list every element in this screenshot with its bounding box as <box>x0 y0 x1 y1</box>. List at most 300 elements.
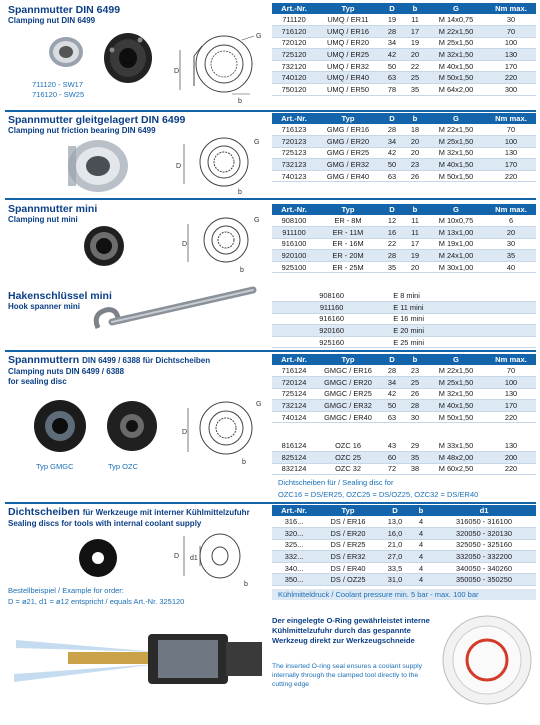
section-subtitle: Sealing discs for tools with internal coolant supply <box>8 519 202 528</box>
table-cell: 316... <box>272 516 316 528</box>
table-cell: 22 <box>404 60 426 72</box>
table-cell: UMQ / ER25 <box>316 49 380 61</box>
col-g: G <box>426 354 486 365</box>
col-g: G <box>426 204 486 215</box>
table-cell: DS / ER32 <box>316 551 380 563</box>
table-cell: 34 <box>380 136 404 148</box>
col-g: G <box>426 3 486 14</box>
table-row <box>272 261 536 273</box>
section-subtitle: Clamping nut friction bearing DIN 6499 <box>8 126 156 135</box>
table-cell: 170 <box>486 159 536 171</box>
table-cell: 22 <box>380 238 404 250</box>
table-cell: ER - 8M <box>316 215 380 227</box>
table-row <box>272 325 536 337</box>
col-g: G <box>426 113 486 124</box>
section-title-small: DIN 6499 / 6388 für Dichtscheiben <box>82 356 211 365</box>
table-cell: 908100 <box>272 215 316 227</box>
table-cell: 25 <box>404 377 426 389</box>
col-d: D <box>380 505 410 516</box>
table-row <box>272 147 536 159</box>
table-cell: 220 <box>486 170 536 182</box>
table-row <box>272 562 536 574</box>
dim-label-g: G <box>256 401 262 408</box>
section-divider <box>5 110 536 112</box>
table-cell: 130 <box>486 388 536 400</box>
table-cell: DS / OZ25 <box>316 574 380 586</box>
table-cell: M 60x2,50 <box>426 463 486 475</box>
dim-label-b: b <box>244 581 248 588</box>
table-row <box>272 302 536 314</box>
dim-label-b: b <box>238 189 242 196</box>
table-row <box>272 313 536 325</box>
table-cell: 25 <box>404 72 426 84</box>
table-cell: 63 <box>380 411 404 423</box>
table-row <box>272 336 536 348</box>
table-cell: DS / ER40 <box>316 562 380 574</box>
technical-drawing-nut <box>182 212 267 274</box>
table-row <box>272 377 536 389</box>
table-row <box>272 215 536 227</box>
table-cell: 27,0 <box>380 551 410 563</box>
table-row <box>272 238 536 250</box>
table-header-row <box>272 204 536 215</box>
section-title: Spannmutter DIN 6499 <box>8 4 121 16</box>
col-b: b <box>404 113 426 124</box>
table-cell: E 8 mini <box>391 290 536 302</box>
table-cell: M 33x1,50 <box>426 440 486 452</box>
table-cell: UMQ / ER32 <box>316 60 380 72</box>
col-typ: Typ <box>316 204 380 215</box>
table-row <box>272 539 536 551</box>
table-cell: M 22x1,50 <box>426 124 486 136</box>
table-hook-spanner <box>272 290 536 348</box>
col-d1: d1 <box>432 505 536 516</box>
table-row <box>272 49 536 61</box>
table-cell: 28 <box>380 26 404 38</box>
sealing-disc-note: Dichtscheiben für / Sealing disc for <box>278 478 394 487</box>
table-cell: 28 <box>380 365 404 377</box>
order-example-text: D = ø21, d1 = ø12 entspricht / equals Art.-Nr. 325120 <box>8 597 185 606</box>
col-nm-max: Nm max. <box>486 3 536 14</box>
section-subtitle: Hook spanner mini <box>8 302 81 311</box>
col-art-nr: Art.-Nr. <box>272 113 316 124</box>
table-cell: 28 <box>380 250 404 262</box>
table-cell: 130 <box>486 440 536 452</box>
section-divider <box>5 502 536 504</box>
table-cell: 38 <box>404 463 426 475</box>
table-cell: UMQ / ER40 <box>316 72 380 84</box>
table-cell: 35 <box>404 452 426 464</box>
table-cell: 19 <box>404 250 426 262</box>
table-header-row <box>272 3 536 14</box>
section-friction-bearing <box>8 114 270 136</box>
coolant-pressure-note: Kühlmitteldruck / Coolant pressure min. 5 bar - max. 100 bar <box>272 589 536 600</box>
table-cell: M 30x1,00 <box>426 261 486 273</box>
table-cell: 70 <box>486 365 536 377</box>
table-cell: 711120 <box>272 14 316 26</box>
table-cell: 20 <box>486 227 536 239</box>
table-cell: 170 <box>486 60 536 72</box>
table-cell: 916160 <box>272 313 391 325</box>
table-cell: 42 <box>380 388 404 400</box>
table-cell: 23 <box>404 159 426 171</box>
table-cell: 320... <box>272 528 316 540</box>
dim-label-d: D <box>176 163 182 170</box>
table-cell: 11 <box>404 227 426 239</box>
section-title: Dichtscheiben <box>8 506 80 518</box>
col-d: D <box>380 354 404 365</box>
section-sealing-discs <box>8 506 270 529</box>
table-row <box>272 84 536 96</box>
table-cell: 725120 <box>272 49 316 61</box>
col-art-nr: Art.-Nr. <box>272 354 316 365</box>
table-row <box>272 72 536 84</box>
table-cell: M 48x2,00 <box>426 452 486 464</box>
col-art-nr: Art.-Nr. <box>272 204 316 215</box>
section-subtitle: Clamping nut mini <box>8 215 78 224</box>
table-cell: M 19x1,00 <box>426 238 486 250</box>
dim-label-g: G <box>256 33 262 40</box>
table-cell: 42 <box>380 49 404 61</box>
dim-label-d: D <box>182 429 188 436</box>
col-b: b <box>404 3 426 14</box>
table-cell: 4 <box>410 551 432 563</box>
table-cell: GMG / ER25 <box>316 147 380 159</box>
table-cell: 220 <box>486 463 536 475</box>
table-cell: 35 <box>380 261 404 273</box>
table-cell: 732124 <box>272 400 316 412</box>
table-cell: M 40x1,50 <box>426 400 486 412</box>
table-cell: 12 <box>380 215 404 227</box>
table-cell: 740120 <box>272 72 316 84</box>
table-cell: 50 <box>380 159 404 171</box>
col-b: b <box>410 505 432 516</box>
table-cell: UMQ / ER20 <box>316 37 380 49</box>
table-cell: 72 <box>380 463 404 475</box>
hook-spanner-image <box>88 284 268 344</box>
table-row <box>272 159 536 171</box>
table-cell: 925100 <box>272 261 316 273</box>
table-cell: 720120 <box>272 37 316 49</box>
table-cell: 40 <box>486 261 536 273</box>
table-cell: 70 <box>486 26 536 38</box>
dim-label-d: D <box>182 241 188 248</box>
table-cell: 350... <box>272 574 316 586</box>
section-title-line <box>8 354 270 367</box>
table-cell: 34 <box>380 37 404 49</box>
table-cell: OZC 32 <box>316 463 380 475</box>
table-cell: 70 <box>486 124 536 136</box>
section-title: Spannmutter mini <box>8 203 98 215</box>
table-cell: 11 <box>404 215 426 227</box>
section-title: Spannmuttern <box>8 354 80 366</box>
dim-label-b: b <box>238 98 242 105</box>
table-cell: ER - 25M <box>316 261 380 273</box>
table-cell: UMQ / ER50 <box>316 84 380 96</box>
table-cell: 19 <box>380 14 404 26</box>
table-cell: GMG / ER32 <box>316 159 380 171</box>
table-cell: 720123 <box>272 136 316 148</box>
table-cell: 200 <box>486 452 536 464</box>
table-cell: GMGC / ER25 <box>316 388 380 400</box>
table-cell: 916100 <box>272 238 316 250</box>
table-cell: 11 <box>404 14 426 26</box>
table-cell: 332050 - 332200 <box>432 551 536 563</box>
table-cell: 29 <box>404 440 426 452</box>
table-cell: M 40x1,50 <box>426 60 486 72</box>
col-d: D <box>380 113 404 124</box>
table-row <box>272 388 536 400</box>
table-row <box>272 37 536 49</box>
table-cell: M 14x0,75 <box>426 14 486 26</box>
table-cell: 16 <box>380 227 404 239</box>
table-cell: E 16 mini <box>391 313 536 325</box>
caption-gmgc: Typ GMGC <box>36 462 74 471</box>
table-cell: 716124 <box>272 365 316 377</box>
section-title-line <box>8 506 270 519</box>
dim-label-g: G <box>254 217 260 224</box>
col-typ: Typ <box>316 3 380 14</box>
table-cell: ER - 11M <box>316 227 380 239</box>
table-cell: M 64x2,00 <box>426 84 486 96</box>
table-cell: GMGC / ER16 <box>316 365 380 377</box>
section-subtitle: Clamping nuts DIN 6499 / 6388 <box>8 367 125 376</box>
section-divider <box>5 198 536 200</box>
col-b: b <box>404 354 426 365</box>
table-cell: M 32x1,50 <box>426 147 486 159</box>
caption-ozc: Typ OZC <box>108 462 139 471</box>
table-cell: 20 <box>404 136 426 148</box>
table-row <box>272 452 536 464</box>
col-d: D <box>380 3 404 14</box>
table-cell: M 10x0,75 <box>426 215 486 227</box>
table-cell: 908160 <box>272 290 391 302</box>
table-cell: 20 <box>404 49 426 61</box>
table-cell: OZC 25 <box>316 452 380 464</box>
section-title-small: für Werkzeuge mit interner Kühlmittelzufuhr <box>82 508 250 517</box>
table-cell: DS / ER25 <box>316 539 380 551</box>
dim-label-d: D <box>174 553 180 560</box>
table-cell: 4 <box>410 562 432 574</box>
table-cell: M 25x1,50 <box>426 136 486 148</box>
table-cell: M 25x1,50 <box>426 37 486 49</box>
table-cell: 63 <box>380 170 404 182</box>
table-cell: DS / ER16 <box>316 516 380 528</box>
col-typ: Typ <box>316 505 380 516</box>
table-cell: 43 <box>380 440 404 452</box>
table-cell: M 13x1,00 <box>426 227 486 239</box>
table-cell: 4 <box>410 539 432 551</box>
table-cell: ER - 16M <box>316 238 380 250</box>
ozc-nut-image <box>104 398 160 454</box>
table-cell: 28 <box>404 400 426 412</box>
table-cell: M 50x1,50 <box>426 72 486 84</box>
table-cell: 340... <box>272 562 316 574</box>
table-cell: 911160 <box>272 302 391 314</box>
table-cell: 732120 <box>272 60 316 72</box>
table-header-row <box>272 113 536 124</box>
table-cell: 63 <box>380 72 404 84</box>
table-cell: 50 <box>380 400 404 412</box>
coolant-tool-illustration <box>8 612 266 712</box>
table-friction-bearing <box>272 113 536 182</box>
table-cell: 30 <box>404 411 426 423</box>
table-cell: E 25 mini <box>391 336 536 348</box>
table-cell: 18 <box>404 124 426 136</box>
col-typ: Typ <box>316 354 380 365</box>
table-cell: 300 <box>486 84 536 96</box>
table-cell: 816124 <box>272 440 316 452</box>
table-cell: 320050 - 320130 <box>432 528 536 540</box>
table-cell: 325050 - 325160 <box>432 539 536 551</box>
table-cell: 732123 <box>272 159 316 171</box>
col-nm-max: Nm max. <box>486 113 536 124</box>
table-row <box>272 14 536 26</box>
table-row <box>272 411 536 423</box>
table-cell: 17 <box>404 26 426 38</box>
col-nm-max: Nm max. <box>486 354 536 365</box>
table-row <box>272 528 536 540</box>
technical-drawing-disc <box>170 528 265 588</box>
col-nm-max: Nm max. <box>486 204 536 215</box>
table-row <box>272 574 536 586</box>
oring-description-en: The inserted O-ring seal ensures a coolant supply internally through the clamped tool directly to the cutting edge <box>272 663 422 688</box>
dim-label-b: b <box>242 459 246 466</box>
table-cell: 28 <box>380 124 404 136</box>
table-cell: M 22x1,50 <box>426 26 486 38</box>
table-cell: M 40x1,50 <box>426 159 486 171</box>
table-cell: 35 <box>486 250 536 262</box>
caption-sw17: 711120 - SW17 <box>32 80 84 89</box>
table-cell: 750120 <box>272 84 316 96</box>
table-cell: 13,0 <box>380 516 410 528</box>
table-cell: 50 <box>380 60 404 72</box>
table-cell: 4 <box>410 528 432 540</box>
table-row <box>272 170 536 182</box>
table-cell: 35 <box>404 84 426 96</box>
mini-nut-image <box>80 222 130 270</box>
table-cell: OZC 16 <box>316 440 380 452</box>
table-cell: 716123 <box>272 124 316 136</box>
table-cell: 31,0 <box>380 574 410 586</box>
table-mini-nut <box>272 204 536 273</box>
dim-label-d1: d1 <box>190 555 198 562</box>
table-row <box>272 365 536 377</box>
table-cell: GMG / ER40 <box>316 170 380 182</box>
table-cell: 350050 - 350250 <box>432 574 536 586</box>
table-cell: 725124 <box>272 388 316 400</box>
table-cell: 26 <box>404 388 426 400</box>
section-subtitle: Clamping nut DIN 6499 <box>8 16 96 25</box>
table-cell: 725123 <box>272 147 316 159</box>
dim-label-g: G <box>254 139 260 146</box>
table-cell: 60 <box>380 452 404 464</box>
table-cell: M 50x1,50 <box>426 411 486 423</box>
table-cell: 100 <box>486 37 536 49</box>
table-row <box>272 26 536 38</box>
table-cell: UMQ / ER11 <box>316 14 380 26</box>
table-row <box>272 463 536 475</box>
technical-drawing-nut <box>182 396 267 466</box>
section-title: Spannmutter gleitgelagert DIN 6499 <box>8 114 186 126</box>
table-cell: 920160 <box>272 325 391 337</box>
table-cell: 6 <box>486 215 536 227</box>
table-cell: 21,0 <box>380 539 410 551</box>
table-cell: M 25x1,50 <box>426 377 486 389</box>
table-cell: 220 <box>486 411 536 423</box>
table-cell: GMG / ER16 <box>316 124 380 136</box>
table-cell: GMGC / ER20 <box>316 377 380 389</box>
dim-label-b: b <box>240 267 244 274</box>
table-cell: M 24x1,00 <box>426 250 486 262</box>
table-cell: GMGC / ER40 <box>316 411 380 423</box>
col-art-nr: Art.-Nr. <box>272 3 316 14</box>
col-b: b <box>404 204 426 215</box>
technical-drawing-nut <box>172 134 267 196</box>
table-cell: 42 <box>380 147 404 159</box>
order-example-label: Bestellbeispiel / Example for order: <box>8 586 124 595</box>
table-cell: 716120 <box>272 26 316 38</box>
oring-disc-image <box>440 614 534 706</box>
table-cell: 20 <box>404 261 426 273</box>
table-cell: 220 <box>486 72 536 84</box>
table-row <box>272 440 536 452</box>
sealing-disc-mapping: OZC16 = DS/ER25, OZC25 = DS/OZ25, OZC32 = DS/ER40 <box>278 490 479 499</box>
table-cell: 130 <box>486 147 536 159</box>
table-cell: 100 <box>486 136 536 148</box>
table-cell: 825124 <box>272 452 316 464</box>
table-cell: GMG / ER20 <box>316 136 380 148</box>
gmgc-nut-image <box>30 398 90 456</box>
table-row <box>272 124 536 136</box>
table-cell: 34 <box>380 377 404 389</box>
table-row <box>272 290 536 302</box>
table-cell: 911100 <box>272 227 316 239</box>
table-cell: E 11 mini <box>391 302 536 314</box>
table-cell: DS / ER20 <box>316 528 380 540</box>
table-cell: 170 <box>486 400 536 412</box>
table-cell: 30 <box>486 238 536 250</box>
section-sealing-nuts <box>8 354 270 387</box>
table-cell: 23 <box>404 365 426 377</box>
dim-label-d: D <box>174 68 180 75</box>
table-header-row <box>272 505 536 516</box>
table-row <box>272 136 536 148</box>
table-cell: 130 <box>486 49 536 61</box>
table-ozc-nuts <box>272 440 536 475</box>
table-row <box>272 60 536 72</box>
table-cell: 78 <box>380 84 404 96</box>
table-row <box>272 227 536 239</box>
col-d: D <box>380 204 404 215</box>
table-cell: 925160 <box>272 336 391 348</box>
table-row <box>272 551 536 563</box>
table-cell: 720124 <box>272 377 316 389</box>
table-cell: 832124 <box>272 463 316 475</box>
table-cell: 740124 <box>272 411 316 423</box>
table-cell: 740123 <box>272 170 316 182</box>
table-cell: M 32x1,50 <box>426 49 486 61</box>
table-cell: 100 <box>486 377 536 389</box>
col-typ: Typ <box>316 113 380 124</box>
table-sealing-nuts <box>272 354 536 423</box>
table-cell: UMQ / ER16 <box>316 26 380 38</box>
table-cell: GMGC / ER32 <box>316 400 380 412</box>
oring-description-de: Der eingelegte O-Ring gewährleistet interne Kühlmittelzufuhr durch das gespannte Werkzeug direkt zur Werkzeugschneide <box>272 616 430 645</box>
table-cell: 316050 - 316100 <box>432 516 536 528</box>
table-row <box>272 516 536 528</box>
friction-bearing-nut-image <box>60 138 150 196</box>
